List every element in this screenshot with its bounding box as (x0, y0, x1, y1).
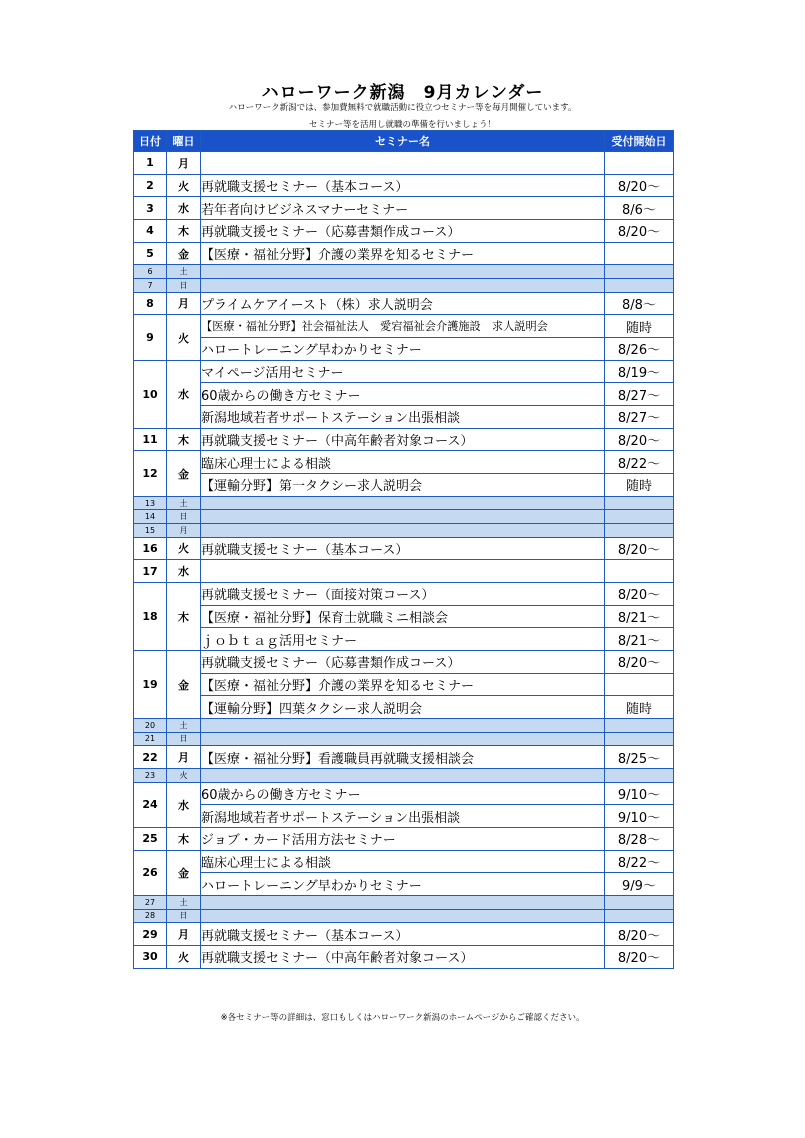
seminar-name-cell: 60歳からの働き方セミナー (201, 782, 605, 805)
start-cell-empty (605, 524, 674, 538)
start-date-cell: 9/9～ (605, 873, 674, 896)
seminar-name-cell: 60歳からの働き方セミナー (201, 383, 605, 406)
day-cell: 21 (134, 732, 167, 746)
weekday-cell: 土 (167, 896, 201, 910)
seminar-name-cell: 【医療・福祉分野】保育士就職ミニ相談会 (201, 605, 605, 628)
day-cell: 23 (134, 768, 167, 782)
day-cell: 17 (134, 560, 167, 583)
start-date-cell: 8/6～ (605, 197, 674, 220)
start-date-cell: 9/10～ (605, 782, 674, 805)
header-start-date: 受付開始日 (605, 131, 674, 152)
day-cell: 7 (134, 279, 167, 293)
day-cell: 1 (134, 152, 167, 175)
calendar-body (134, 152, 674, 969)
start-date-cell: 8/20～ (605, 582, 674, 605)
start-cell-empty (605, 265, 674, 279)
header-weekday: 曜日 (167, 131, 201, 152)
header-date: 日付 (134, 131, 167, 152)
start-cell-empty (605, 279, 674, 293)
table-row (134, 174, 674, 197)
seminar-cell-empty (201, 896, 605, 910)
weekday-cell: 火 (167, 537, 201, 560)
table-row (134, 605, 674, 628)
day-cell: 16 (134, 537, 167, 560)
day-cell: 24 (134, 782, 167, 827)
day-cell: 19 (134, 651, 167, 719)
weekday-cell: 木 (167, 582, 201, 650)
start-date-cell: 8/21～ (605, 628, 674, 651)
weekday-cell: 火 (167, 174, 201, 197)
table-row (134, 673, 674, 696)
table-row (134, 428, 674, 451)
day-cell: 11 (134, 428, 167, 451)
subtitle-line-1: ハローワーク新潟では、参加費無料で就職活動に役立つセミナー等を毎月開催しています。 (228, 103, 577, 113)
day-cell: 4 (134, 220, 167, 243)
day-cell: 2 (134, 174, 167, 197)
seminar-cell-empty (201, 768, 605, 782)
seminar-name-cell: ハロートレーニング早わかりセミナー (201, 338, 605, 361)
table-row-weekend (134, 265, 674, 279)
start-date-cell: 8/20～ (605, 220, 674, 243)
day-cell: 27 (134, 896, 167, 910)
seminar-name-cell: 臨床心理士による相談 (201, 850, 605, 873)
table-row (134, 850, 674, 873)
table-row (134, 242, 674, 265)
day-cell: 22 (134, 746, 167, 769)
start-cell-empty (605, 732, 674, 746)
start-date-cell (605, 560, 674, 583)
weekday-cell: 月 (167, 524, 201, 538)
seminar-name-cell: 【医療・福祉分野】介護の業界を知るセミナー (201, 673, 605, 696)
table-row-weekend (134, 719, 674, 733)
seminar-name-cell: 若年者向けビジネスマナーセミナー (201, 197, 605, 220)
seminar-cell-empty (201, 719, 605, 733)
start-date-cell: 8/20～ (605, 651, 674, 674)
seminar-name-cell: 再就職支援セミナー（基本コース） (201, 174, 605, 197)
weekday-cell: 月 (167, 152, 201, 175)
day-cell: 9 (134, 315, 167, 360)
start-date-cell: 8/21～ (605, 605, 674, 628)
start-date-cell: 8/20～ (605, 174, 674, 197)
weekday-cell: 日 (167, 909, 201, 923)
weekday-cell: 木 (167, 220, 201, 243)
start-cell-empty (605, 768, 674, 782)
day-cell: 15 (134, 524, 167, 538)
table-header-row (134, 131, 674, 152)
seminar-name-cell: 再就職支援セミナー（面接対策コース） (201, 582, 605, 605)
weekday-cell: 金 (167, 242, 201, 265)
start-date-cell: 8/8～ (605, 292, 674, 315)
weekday-cell: 日 (167, 510, 201, 524)
table-row (134, 338, 674, 361)
start-date-cell: 8/20～ (605, 537, 674, 560)
seminar-name-cell: ジョブ・カード活用方法セミナー (201, 827, 605, 850)
day-cell: 29 (134, 923, 167, 946)
table-row-weekend (134, 896, 674, 910)
weekday-cell: 水 (167, 197, 201, 220)
seminar-name-cell: 再就職支援セミナー（応募書類作成コース） (201, 651, 605, 674)
seminar-name-cell: マイページ活用セミナー (201, 360, 605, 383)
start-date-cell (605, 242, 674, 265)
start-cell-empty (605, 896, 674, 910)
seminar-name-cell (201, 560, 605, 583)
table-row (134, 582, 674, 605)
seminar-name-cell: 【医療・福祉分野】看護職員再就職支援相談会 (201, 746, 605, 769)
seminar-name-cell: ハロートレーニング早わかりセミナー (201, 873, 605, 896)
seminar-cell-empty (201, 732, 605, 746)
header-seminar-name: セミナー名 (201, 131, 605, 152)
table-row (134, 782, 674, 805)
start-date-cell (605, 673, 674, 696)
start-date-cell: 随時 (605, 696, 674, 719)
start-cell-empty (605, 909, 674, 923)
weekday-cell: 日 (167, 279, 201, 293)
weekday-cell: 月 (167, 292, 201, 315)
weekday-cell: 金 (167, 451, 201, 496)
table-row (134, 560, 674, 583)
table-row (134, 651, 674, 674)
weekday-cell: 火 (167, 315, 201, 360)
start-date-cell: 随時 (605, 474, 674, 497)
weekday-cell: 日 (167, 732, 201, 746)
table-row (134, 383, 674, 406)
day-cell: 6 (134, 265, 167, 279)
weekday-cell: 土 (167, 719, 201, 733)
table-row (134, 945, 674, 968)
weekday-cell: 土 (167, 265, 201, 279)
table-row (134, 292, 674, 315)
seminar-calendar-table (133, 130, 674, 969)
day-cell: 25 (134, 827, 167, 850)
day-cell: 13 (134, 496, 167, 510)
seminar-name-cell (201, 152, 605, 175)
seminar-name-cell: 【運輸分野】四葉タクシー求人説明会 (201, 696, 605, 719)
weekday-cell: 水 (167, 360, 201, 428)
subtitle-line-2: セミナー等を活用し就職の準備を行いましょう！ (308, 120, 496, 130)
seminar-cell-empty (201, 279, 605, 293)
table-row (134, 746, 674, 769)
weekday-cell: 土 (167, 496, 201, 510)
start-date-cell: 8/22～ (605, 451, 674, 474)
seminar-name-cell: プライムケアイースト（株）求人説明会 (201, 292, 605, 315)
table-row (134, 628, 674, 651)
page-title: ハローワーク新潟 9月カレンダー (261, 83, 544, 103)
table-row-weekend (134, 510, 674, 524)
start-date-cell: 8/20～ (605, 923, 674, 946)
seminar-name-cell: 再就職支援セミナー（基本コース） (201, 923, 605, 946)
day-cell: 12 (134, 451, 167, 496)
start-date-cell: 8/27～ (605, 383, 674, 406)
day-cell: 8 (134, 292, 167, 315)
weekday-cell: 水 (167, 560, 201, 583)
weekday-cell: 火 (167, 768, 201, 782)
table-row (134, 805, 674, 828)
table-row-weekend (134, 909, 674, 923)
day-cell: 28 (134, 909, 167, 923)
table-row (134, 873, 674, 896)
table-row (134, 827, 674, 850)
weekday-cell: 火 (167, 945, 201, 968)
seminar-cell-empty (201, 524, 605, 538)
seminar-name-cell: 再就職支援セミナー（応募書類作成コース） (201, 220, 605, 243)
seminar-cell-empty (201, 496, 605, 510)
table-row-weekend (134, 732, 674, 746)
table-row (134, 360, 674, 383)
table-row (134, 406, 674, 429)
seminar-cell-empty (201, 510, 605, 524)
weekday-cell: 木 (167, 827, 201, 850)
table-row-weekend (134, 768, 674, 782)
table-row-weekend (134, 496, 674, 510)
table-row (134, 197, 674, 220)
weekday-cell: 金 (167, 850, 201, 895)
seminar-name-cell: 再就職支援セミナー（中高年齢者対象コース） (201, 945, 605, 968)
day-cell: 14 (134, 510, 167, 524)
seminar-name-cell: 【運輸分野】第一タクシー求人説明会 (201, 474, 605, 497)
day-cell: 26 (134, 850, 167, 895)
seminar-name-cell: ｊｏｂｔａｇ活用セミナー (201, 628, 605, 651)
table-row (134, 220, 674, 243)
table-row (134, 315, 674, 338)
day-cell: 3 (134, 197, 167, 220)
start-cell-empty (605, 719, 674, 733)
weekday-cell: 木 (167, 428, 201, 451)
start-date-cell: 8/20～ (605, 428, 674, 451)
start-cell-empty (605, 510, 674, 524)
table-row (134, 696, 674, 719)
weekday-cell: 月 (167, 923, 201, 946)
start-date-cell: 8/28～ (605, 827, 674, 850)
footer-note: ※各セミナー等の詳細は、窓口もしくはハローワーク新潟のホームページからご確認ください。 (220, 1013, 585, 1023)
start-date-cell: 8/26～ (605, 338, 674, 361)
start-date-cell: 8/27～ (605, 406, 674, 429)
table-row-weekend (134, 524, 674, 538)
seminar-name-cell: 再就職支援セミナー（基本コース） (201, 537, 605, 560)
seminar-cell-empty (201, 265, 605, 279)
start-date-cell: 8/25～ (605, 746, 674, 769)
seminar-name-cell: 臨床心理士による相談 (201, 451, 605, 474)
table-row (134, 537, 674, 560)
table-row-weekend (134, 279, 674, 293)
day-cell: 18 (134, 582, 167, 650)
seminar-name-cell: 【医療・福祉分野】社会福祉法人 愛宕福祉会介護施設 求人説明会 (201, 315, 605, 338)
start-date-cell: 8/19～ (605, 360, 674, 383)
day-cell: 30 (134, 945, 167, 968)
weekday-cell: 金 (167, 651, 201, 719)
table-row (134, 923, 674, 946)
seminar-cell-empty (201, 909, 605, 923)
day-cell: 5 (134, 242, 167, 265)
start-date-cell: 8/22～ (605, 850, 674, 873)
table-row (134, 474, 674, 497)
seminar-name-cell: 新潟地域若者サポートステーション出張相談 (201, 805, 605, 828)
day-cell: 10 (134, 360, 167, 428)
start-cell-empty (605, 496, 674, 510)
table-row (134, 451, 674, 474)
seminar-name-cell: 新潟地域若者サポートステーション出張相談 (201, 406, 605, 429)
start-date-cell (605, 152, 674, 175)
weekday-cell: 水 (167, 782, 201, 827)
table-row (134, 152, 674, 175)
start-date-cell: 随時 (605, 315, 674, 338)
start-date-cell: 8/20～ (605, 945, 674, 968)
weekday-cell: 月 (167, 746, 201, 769)
start-date-cell: 9/10～ (605, 805, 674, 828)
seminar-name-cell: 再就職支援セミナー（中高年齢者対象コース） (201, 428, 605, 451)
day-cell: 20 (134, 719, 167, 733)
seminar-name-cell: 【医療・福祉分野】介護の業界を知るセミナー (201, 242, 605, 265)
